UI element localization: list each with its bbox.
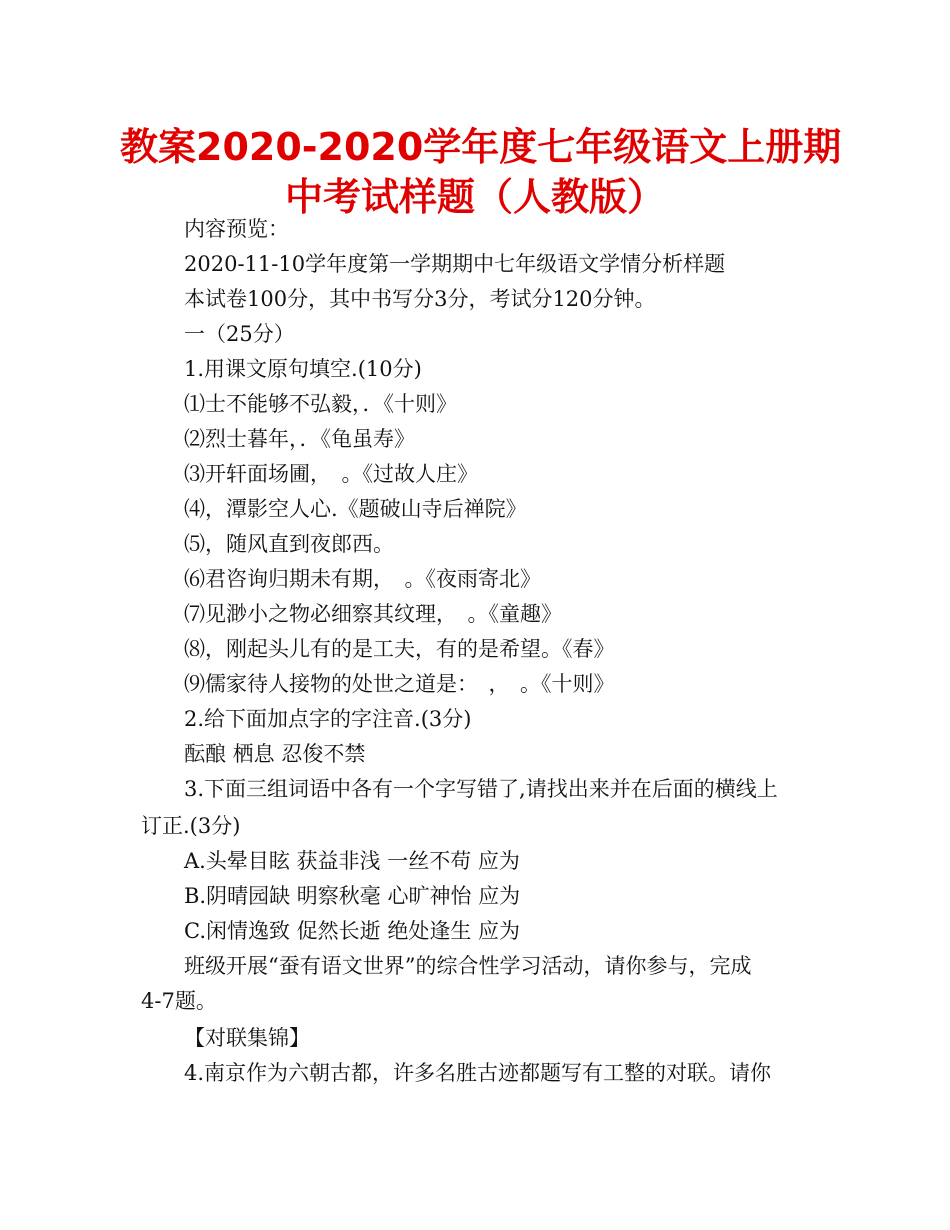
question-1-item-9: ⑼儒家待人接物的处世之道是： ， 。《十则》	[184, 672, 615, 696]
question-1-item-2: ⑵烈士暮年，．《龟虽寿》	[184, 427, 415, 451]
question-1-item-8: ⑻，刚起头儿有的是工夫，有的是希望。《春》	[184, 637, 615, 661]
activity-intro-continued: 4-7题。	[141, 989, 217, 1013]
document-title-line-2: 中考试样题（人教版）	[284, 175, 665, 219]
content-preview-label: 内容预览：	[184, 217, 289, 241]
question-1-prompt: 1.用课文原句填空.(10分)	[184, 357, 422, 381]
question-1-item-7: ⑺见渺小之物必细察其纹理， 。《童趣》	[184, 602, 562, 626]
question-2-words: 酝酿 栖息 忍俊不禁	[184, 742, 366, 766]
question-1-item-5: ⑸，随风直到夜郎西。	[184, 532, 394, 556]
question-1-item-1: ⑴士不能够不弘毅，．《十则》	[184, 392, 457, 416]
question-3-option-a: A.头晕目眩 获益非浅 一丝不苟 应为	[184, 849, 520, 873]
activity-intro: 班级开展“蚕有语文世界”的综合性学习活动，请你参与，完成	[184, 954, 752, 978]
exam-heading: 2020-11-10学年度第一学期期中七年级语文学情分析样题	[184, 252, 726, 276]
question-3-option-b: B.阴晴园缺 明察秋毫 心旷神怡 应为	[184, 884, 521, 908]
question-1-item-3: ⑶开轩面场圃， 。《过故人庄》	[184, 462, 478, 486]
question-2-prompt: 2.给下面加点字的字注音.(3分)	[184, 707, 472, 731]
couplet-section-heading: 【对联集锦】	[184, 1026, 310, 1050]
document-title-line-1: 教案2020-2020学年度七年级语文上册期	[120, 125, 842, 169]
question-3-prompt: 3.下面三组词语中各有一个字写错了,请找出来并在后面的横线上	[184, 777, 778, 801]
question-1-item-6: ⑹君咨询归期未有期， 。《夜雨寄北》	[184, 567, 541, 591]
question-3-prompt-continued: 订正.(3分)	[141, 814, 241, 838]
exam-instructions: 本试卷100分，其中书写分3分，考试分120分钟。	[184, 287, 656, 311]
question-4-prompt: 4.南京作为六朝古都，许多名胜古迹都题写有工整的对联。请你	[184, 1061, 772, 1085]
question-1-item-4: ⑷，潭影空人心.《题破山寺后禅院》	[184, 497, 527, 521]
question-3-option-c: C.闲情逸致 促然长逝 绝处逢生 应为	[184, 919, 521, 943]
section-one-heading: 一（25分）	[184, 322, 295, 346]
